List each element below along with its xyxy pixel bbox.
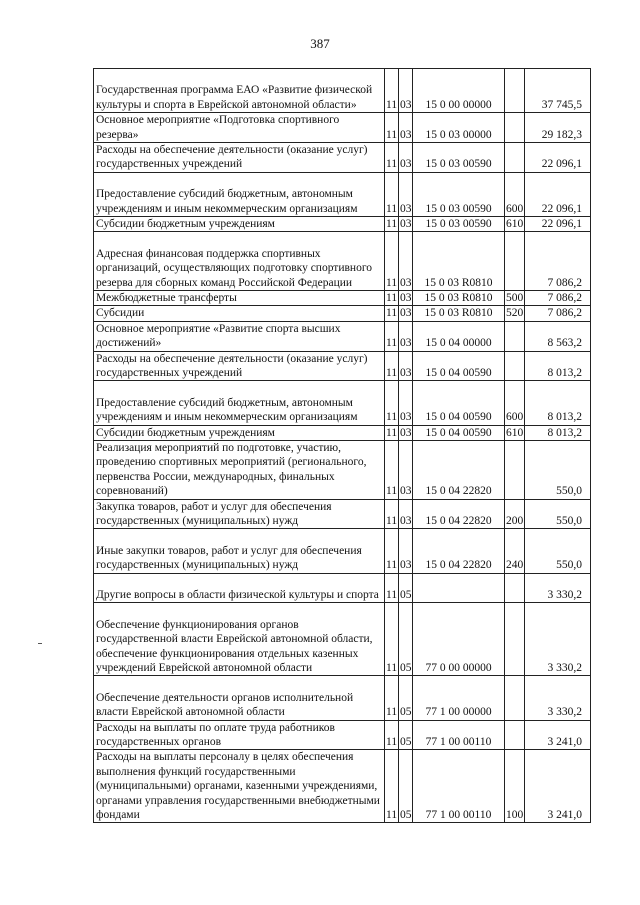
row-target-article: 15 0 03 R0810 [413,232,505,291]
row-subsection: 05 [399,603,413,676]
row-target-article: 15 0 04 22820 [413,441,505,500]
row-name: Расходы на выплаты персоналу в целях обеспечения выполнения функций государственными (муниципальными) органами, казенными учреждениями, органами управления государственными внебюджетными фондами [94,750,385,823]
row-amount: 8 013,2 [525,381,591,425]
row-target-article: 15 0 03 R0810 [413,306,505,321]
row-amount: 550,0 [525,529,591,573]
table-row [94,232,591,291]
table-row [94,217,591,232]
row-section: 11 [385,381,399,425]
row-name: Иные закупки товаров, работ и услуг для обеспечения государственных (муниципальных) нужд [94,529,385,573]
row-expense-type: 200 [505,499,525,529]
row-section: 11 [385,603,399,676]
row-name: Основное мероприятие «Подготовка спортивного резерва» [94,113,385,143]
table-row [94,720,591,750]
row-target-article: 15 0 04 00590 [413,381,505,425]
row-amount: 3 330,2 [525,573,591,603]
row-section: 11 [386,218,398,230]
row-amount: 550,0 [525,441,591,500]
row-subsection: 03 [400,426,412,439]
row-subsection: 03 [399,172,413,216]
table-row [94,573,591,603]
row-subsection: 03 [399,441,413,500]
row-name: Государственная программа ЕАО «Развитие физической культуры и спорта в Еврейской автономной области» [94,69,385,113]
row-target-article: 15 0 04 00590 [413,351,505,381]
row-target-article: 15 0 03 00590 [413,143,505,173]
page-number: 387 [310,36,330,51]
row-name: Расходы на обеспечение деятельности (оказание услуг) государственных учреждений [94,143,385,173]
row-expense-type [505,321,525,351]
row-name: Субсидии [94,306,385,321]
row-subsection: 03 [399,321,413,351]
row-subsection: 03 [399,143,413,173]
row-subsection: 03 [399,69,413,113]
table-row [94,676,591,720]
row-expense-type [505,113,525,143]
row-expense-type [505,676,525,720]
table-row [94,499,591,529]
row-amount: 550,0 [525,499,591,529]
row-target-article: 15 0 03 00590 [413,217,505,232]
table-row [94,750,591,823]
row-expense-type [505,441,525,500]
row-section: 11 [385,351,399,381]
row-target-article: 15 0 04 00590 [413,425,505,440]
row-target-article: 77 1 00 00110 [413,720,505,750]
row-name: Основное мероприятие «Развитие спорта высших достижений» [94,321,385,351]
row-target-article: 15 0 03 R0810 [413,291,505,306]
row-target-article: 15 0 03 00000 [413,113,505,143]
row-amount: 3 330,2 [525,603,591,676]
row-expense-type: 600 [505,172,525,216]
row-expense-type [505,573,525,603]
row-subsection: 05 [399,676,413,720]
row-expense-type: 520 [506,307,524,320]
row-name: Межбюджетные трансферты [94,291,385,306]
row-expense-type: 100 [505,750,525,823]
row-subsection: 05 [399,720,413,750]
row-subsection: 05 [399,573,413,603]
table-row [94,425,591,440]
row-expense-type [505,351,525,381]
row-amount: 22 096,1 [525,217,591,232]
row-name: Обеспечение деятельности органов исполнительной власти Еврейской автономной области [94,676,385,720]
row-name: Предоставление субсидий бюджетным, автономным учреждениям и иным некоммерческим организациям [94,381,385,425]
row-expense-type [505,603,525,676]
row-subsection: 03 [399,529,413,573]
row-target-article: 77 1 00 00110 [413,750,505,823]
row-section: 11 [385,573,399,603]
budget-table [93,68,591,823]
row-subsection: 05 [399,750,413,823]
row-name: Другие вопросы в области физической культуры и спорта [94,573,385,603]
row-expense-type: 610 [506,218,524,230]
row-name: Реализация мероприятий по подготовке, участию, проведению спортивных мероприятий (регионального, первенства России, международных, финальных соревнований) [94,441,385,500]
row-section: 11 [386,307,398,320]
row-amount: 8 013,2 [525,351,591,381]
margin-mark [38,643,42,644]
row-subsection: 03 [400,292,412,304]
row-amount: 3 241,0 [525,720,591,750]
row-amount: 22 096,1 [525,172,591,216]
row-section: 11 [385,676,399,720]
row-name: Субсидии бюджетным учреждениям [94,217,385,232]
table-row [94,143,591,173]
table-row [94,172,591,216]
row-target-article: 15 0 04 00000 [413,321,505,351]
row-expense-type [505,143,525,173]
table-row [94,603,591,676]
row-section: 11 [385,232,399,291]
row-expense-type [505,720,525,750]
row-target-article: 15 0 03 00590 [413,172,505,216]
row-section: 11 [385,441,399,500]
row-amount: 37 745,5 [525,69,591,113]
table-row [94,69,591,113]
row-subsection: 03 [399,381,413,425]
row-name: Предоставление субсидий бюджетным, автономным учреждениям и иным некоммерческим организациям [94,172,385,216]
row-amount: 22 096,1 [525,143,591,173]
row-amount: 7 086,2 [525,232,591,291]
row-expense-type: 610 [506,426,524,439]
row-section: 11 [385,113,399,143]
row-section: 11 [385,69,399,113]
row-section: 11 [385,143,399,173]
row-section: 11 [385,750,399,823]
table-row [94,306,591,321]
table-row [94,529,591,573]
row-target-article: 15 0 04 22820 [413,529,505,573]
table-row [94,381,591,425]
row-target-article: 15 0 04 22820 [413,499,505,529]
row-section: 11 [385,172,399,216]
row-amount: 8 013,2 [525,425,591,440]
table-row [94,321,591,351]
row-amount: 29 182,3 [525,113,591,143]
table-row [94,291,591,306]
row-section: 11 [385,499,399,529]
row-target-article: 77 0 00 00000 [413,603,505,676]
row-subsection: 03 [400,218,412,230]
row-subsection: 03 [399,351,413,381]
row-name: Адресная финансовая поддержка спортивных организаций, осуществляющих подготовку спортивного резерва для сборных команд Российской Федерации [94,232,385,291]
row-amount: 8 563,2 [525,321,591,351]
row-amount: 7 086,2 [525,291,591,306]
row-expense-type [505,232,525,291]
table-row [94,441,591,500]
row-target-article [413,573,505,603]
row-section: 11 [385,720,399,750]
row-subsection: 03 [399,113,413,143]
row-section: 11 [386,292,398,304]
row-amount: 7 086,2 [525,306,591,321]
row-amount: 3 330,2 [525,676,591,720]
table-row [94,351,591,381]
row-expense-type [505,69,525,113]
row-name: Субсидии бюджетным учреждениям [94,425,385,440]
row-name: Обеспечение функционирования органов государственной власти Еврейской автономной области, обеспечение функционирования отдельных казенных учреждений Еврейской автономной области [94,603,385,676]
row-section: 11 [385,529,399,573]
row-name: Расходы на выплаты по оплате труда работников государственных органов [94,720,385,750]
row-target-article: 77 1 00 00000 [413,676,505,720]
row-amount: 3 241,0 [525,750,591,823]
row-expense-type: 600 [505,381,525,425]
row-subsection: 03 [400,307,412,320]
row-subsection: 03 [399,232,413,291]
row-expense-type: 500 [506,292,524,304]
row-subsection: 03 [399,499,413,529]
row-target-article: 15 0 00 00000 [413,69,505,113]
row-expense-type: 240 [505,529,525,573]
row-name: Закупка товаров, работ и услуг для обеспечения государственных (муниципальных) нужд [94,499,385,529]
row-name: Расходы на обеспечение деятельности (оказание услуг) государственных учреждений [94,351,385,381]
row-section: 11 [386,426,398,439]
row-section: 11 [385,321,399,351]
table-row [94,113,591,143]
